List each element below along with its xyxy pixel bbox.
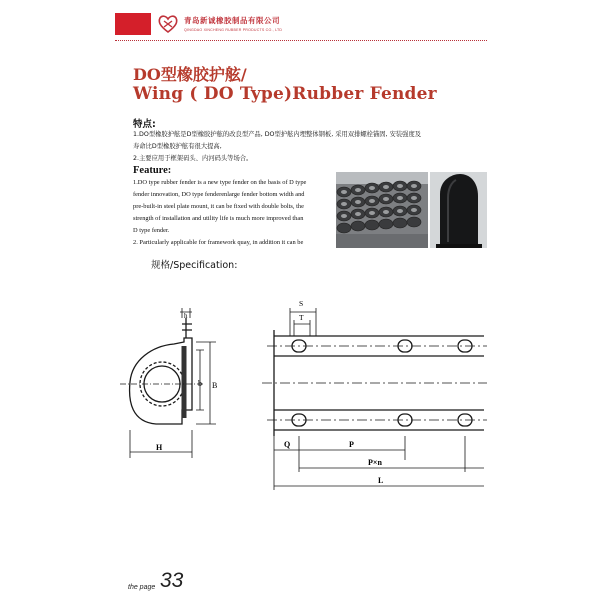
dim-label-Q: Q bbox=[284, 440, 291, 449]
dim-label-P: P bbox=[349, 440, 354, 449]
page-number: 33 bbox=[160, 569, 184, 592]
fender-profile-photo bbox=[430, 172, 487, 248]
product-title-cn: DO型橡胶护舷/ bbox=[133, 65, 247, 84]
company-logo-icon bbox=[157, 13, 179, 35]
feature-en-line: strength of installation and utility life is much more improved than bbox=[133, 215, 304, 222]
brand-color-bar bbox=[115, 13, 151, 35]
fender-stack-photo bbox=[336, 172, 428, 248]
dim-label-B: B bbox=[212, 381, 218, 390]
dimension-drawing bbox=[112, 290, 487, 500]
feature-cn-line: 寿命比D型橡胶护舷有很大提高, bbox=[133, 143, 222, 150]
feature-en-line: 2. Particularly applicable for framework quay, in addition it can be bbox=[133, 239, 304, 246]
features-heading-en: Feature: bbox=[133, 165, 172, 176]
dim-label-PxN: P×n bbox=[368, 458, 382, 467]
page-label: the page bbox=[128, 584, 156, 591]
product-title-en: Wing ( DO Type)Rubber Fender bbox=[133, 84, 437, 104]
company-name-en: QINGDAO XINCHENG RUBBER PRODUCTS CO., LTD bbox=[184, 28, 283, 32]
dim-label-H: H bbox=[156, 443, 163, 452]
feature-cn-line: 1.DO型橡胶护舷是D型橡胶护舷的改良型产品, DO型护舷内埋整体钢板, 采用双排螺栓锚固, 安装强度及 bbox=[133, 131, 422, 138]
company-name-cn: 青岛新诚橡胶制品有限公司 bbox=[184, 16, 280, 25]
feature-en-line: fender innovation, DO type fenderenlarge fender bottom width and bbox=[133, 191, 305, 198]
dim-label-h: h bbox=[184, 312, 188, 320]
feature-en-line: D type fender. bbox=[133, 227, 170, 234]
dim-label-S: S bbox=[299, 299, 304, 308]
feature-en-line: pre-built-in steel plate mount, it can be fixed with double bolts, the bbox=[133, 203, 304, 210]
dim-label-L: L bbox=[378, 476, 384, 485]
specification-label: 规格/Specification: bbox=[151, 260, 238, 271]
feature-cn-line: 2.主要应用于框架码头、内河码头等场合。 bbox=[133, 155, 253, 162]
header-divider bbox=[115, 40, 487, 41]
feature-en-line: 1.DO type rubber fender is a new type fender on the basis of D type bbox=[133, 179, 307, 186]
dim-label-b: b bbox=[198, 379, 202, 388]
dim-label-T: T bbox=[299, 313, 304, 322]
features-heading-cn: 特点: bbox=[133, 119, 156, 130]
